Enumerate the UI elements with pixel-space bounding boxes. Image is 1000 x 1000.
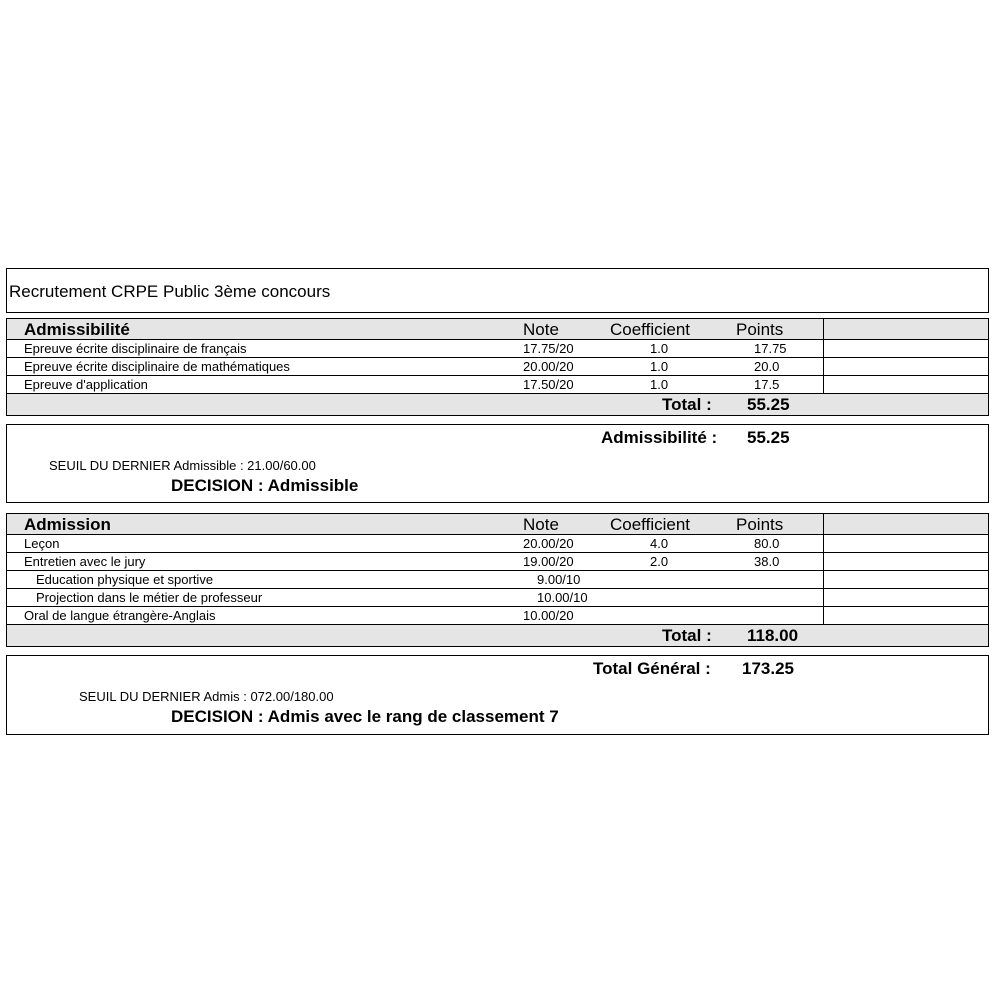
admissibilite-label: Admissibilité : <box>601 428 718 447</box>
decision-text: DECISION : Admissible <box>171 476 359 495</box>
row-note: 20.00/20 <box>523 536 574 551</box>
row-label: Entretien avec le jury <box>24 554 146 569</box>
table-row <box>7 376 988 394</box>
row-points: 17.75 <box>754 341 787 356</box>
total-row <box>7 394 988 415</box>
column-divider <box>823 535 824 552</box>
row-coefficient: 1.0 <box>650 359 669 374</box>
exam-title: Recrutement CRPE Public 3ème concours <box>9 282 331 301</box>
table-row <box>7 553 988 571</box>
admission-table <box>6 513 989 647</box>
total-label: Total : <box>662 626 712 645</box>
decision-text: DECISION : Admis avec le rang de classement 7 <box>171 707 559 726</box>
section-title: Admission <box>24 515 111 534</box>
row-note: 20.00/20 <box>523 359 574 374</box>
section-title: Admissibilité <box>24 320 130 339</box>
total-general-value: 173.25 <box>742 659 794 678</box>
table-row <box>7 571 988 589</box>
seuil-text: SEUIL DU DERNIER Admis : 072.00/180.00 <box>79 689 334 704</box>
row-coefficient: 1.0 <box>650 341 669 356</box>
seuil-text: SEUIL DU DERNIER Admissible : 21.00/60.00 <box>49 458 316 473</box>
table-row <box>7 589 988 607</box>
column-divider <box>823 376 824 393</box>
final-result-box <box>6 655 989 735</box>
total-label: Total : <box>662 395 712 414</box>
col-points-header: Points <box>736 515 784 534</box>
column-divider <box>823 589 824 606</box>
col-coefficient-header: Coefficient <box>610 515 691 534</box>
row-label: Oral de langue étrangère-Anglais <box>24 608 216 623</box>
column-divider <box>823 514 824 534</box>
row-points: 38.0 <box>754 554 780 569</box>
row-note: 10.00/10 <box>537 590 588 605</box>
column-divider <box>823 553 824 570</box>
table-row <box>7 535 988 553</box>
column-divider <box>823 319 824 339</box>
total-general-label: Total Général : <box>593 659 711 678</box>
row-coefficient: 1.0 <box>650 377 669 392</box>
row-points: 20.0 <box>754 359 780 374</box>
table-row <box>7 340 988 358</box>
column-divider <box>823 340 824 357</box>
admissibilite-table <box>6 318 989 416</box>
col-coefficient-header: Coefficient <box>610 320 691 339</box>
row-note: 17.50/20 <box>523 377 574 392</box>
exam-title-box <box>6 268 989 313</box>
row-label: Education physique et sportive <box>36 572 214 587</box>
row-points: 80.0 <box>754 536 780 551</box>
row-coefficient: 4.0 <box>650 536 669 551</box>
row-coefficient: 2.0 <box>650 554 669 569</box>
column-divider <box>823 607 824 624</box>
admissibilite-value: 55.25 <box>747 428 790 447</box>
col-note-header: Note <box>523 320 559 339</box>
row-label: Epreuve d'application <box>24 377 148 392</box>
row-note: 9.00/10 <box>537 572 581 587</box>
col-points-header: Points <box>736 320 784 339</box>
admissibilite-result-box <box>6 424 989 503</box>
row-note: 17.75/20 <box>523 341 574 356</box>
row-note: 10.00/20 <box>523 608 574 623</box>
row-label: Epreuve écrite disciplinaire de français <box>24 341 247 356</box>
row-label: Projection dans le métier de professeur <box>36 590 263 605</box>
row-label: Leçon <box>24 536 60 551</box>
table-header <box>7 319 988 340</box>
column-divider <box>823 571 824 588</box>
total-row <box>7 625 988 646</box>
row-note: 19.00/20 <box>523 554 574 569</box>
row-label: Epreuve écrite disciplinaire de mathématiques <box>24 359 290 374</box>
table-row <box>7 358 988 376</box>
table-row <box>7 607 988 625</box>
col-note-header: Note <box>523 515 559 534</box>
total-value: 118.00 <box>747 626 799 645</box>
row-points: 17.5 <box>754 377 780 392</box>
table-header <box>7 514 988 535</box>
total-value: 55.25 <box>747 395 790 414</box>
column-divider <box>823 358 824 375</box>
